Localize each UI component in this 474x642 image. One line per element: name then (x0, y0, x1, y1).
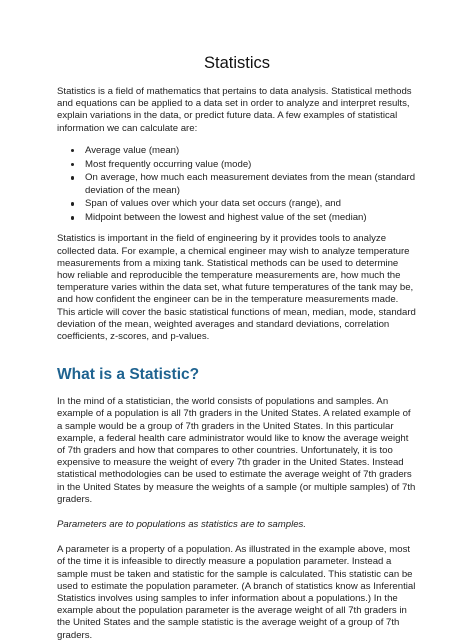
statistics-examples-list (57, 145, 417, 225)
list-item-text: Most frequently occurring value (mode) (85, 158, 252, 170)
list-item (71, 198, 417, 210)
bullet-icon (71, 176, 74, 179)
parameter-paragraph: A parameter is a property of a population. As illustrated in the example above, most of the time it is infeasible to directly measure a population parameter. Instead a sample must be taken and statistic for the sample is calculated. This statistic can be used to estimate the population parameter. (A branch of statistics know as Inferential Statistics involves using samples to infer information about a populations.) In the example about the population parameter is the average weight of all 7th graders in the United States and the sample statistic is the average weight of a group of 7th graders. (57, 544, 416, 641)
list-item-text: Average value (mean) (85, 144, 180, 156)
intro-paragraph: Statistics is a field of mathematics that pertains to data analysis. Statistical methods and equations can be applied to a data set in order to analyze and interpret results, explain variations in the data, or predict future data. A few examples of statistical information we can calculate are: (57, 86, 412, 134)
list-item (71, 145, 417, 157)
list-item-text: Span of values over which your data set occurs (range), and (85, 198, 341, 210)
page-title: Statistics (203, 54, 271, 72)
bullet-icon (71, 149, 74, 152)
bullet-icon (71, 216, 74, 219)
list-item (71, 172, 417, 196)
list-item (71, 212, 417, 224)
list-item-text: On average, how much each measurement deviates from the mean (standard deviation of the mean) (85, 172, 416, 196)
list-item-text: Midpoint between the lowest and highest value of the set (median) (85, 212, 367, 224)
italic-quote: Parameters are to populations as statistics are to samples. (57, 519, 307, 531)
section-heading: What is a Statistic? (57, 366, 200, 384)
bullet-icon (71, 202, 74, 205)
populations-paragraph: In the mind of a statistician, the world consists of populations and samples. An example of a population is all 7th graders in the United States. A related example of a sample would be a group of 7th graders in the United States. In this particular example, a federal health care administrator would like to know the average weight of 7th graders and how that compares to other countries. Unfortunately, it is too expensive to measure the weight of every 7th grader in the United States. Instead statistical methodologies can be used to estimate the average weight of 7th graders in the United States by measure the weights of a sample (or multiple samples) of 7th graders. (57, 396, 416, 505)
bullet-icon (71, 163, 74, 166)
engineering-paragraph: Statistics is important in the field of engineering by it provides tools to analyze collected data. For example, a chemical engineer may wish to analyze temperature measurements from a mixing tank. Statistical methods can be used to determine how reliable and reproducible the temperature measurements are, how much the temperature varies within the data set, what future temperatures of the tank may be, and how confident the engineer can be in the temperature measurements made. This article will cover the basic statistical functions of mean, median, mode, standard deviation of the mean, weighted averages and standard deviations, correlation coefficients, z-scores, and p-values. (57, 233, 416, 343)
list-item (71, 159, 417, 171)
